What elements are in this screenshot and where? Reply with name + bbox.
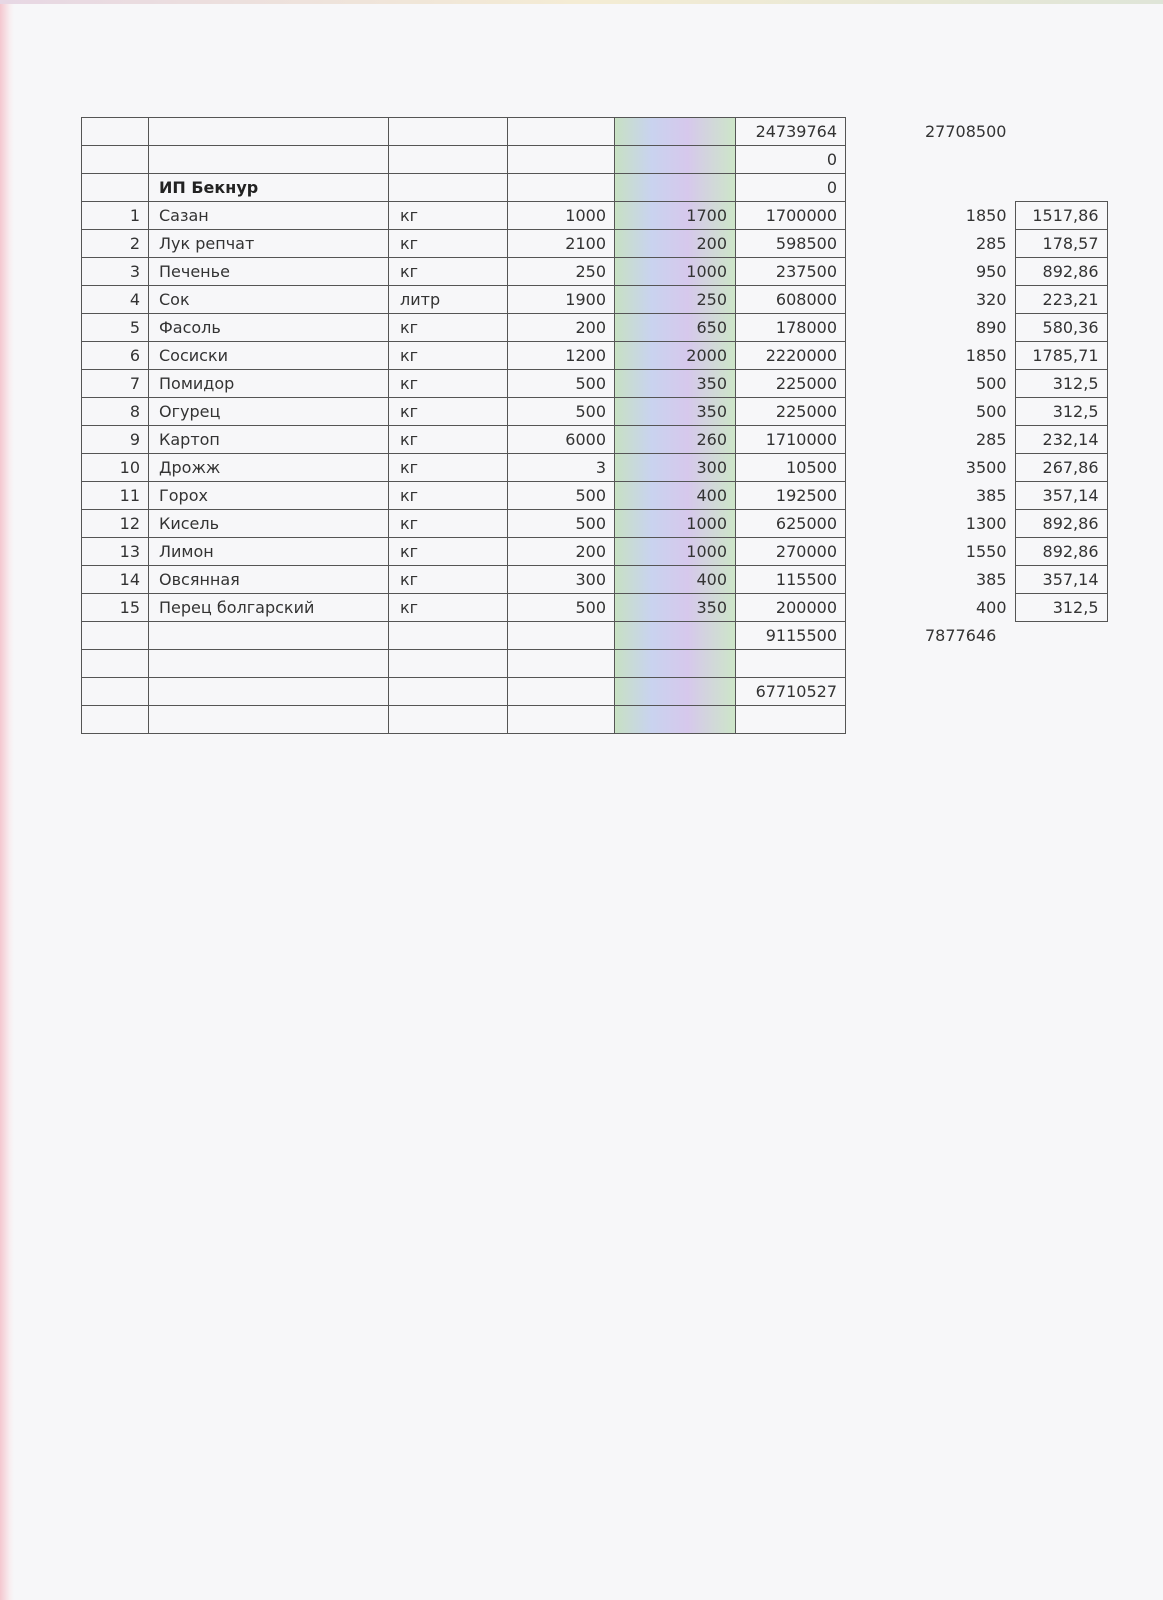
side-empty xyxy=(925,705,1015,733)
item-row xyxy=(82,202,846,230)
item-name: Фасоль xyxy=(149,314,389,342)
page-top-edge xyxy=(0,0,1163,4)
footer-row xyxy=(82,650,846,678)
row-number: 5 xyxy=(82,314,149,342)
unit-cost-cell: 1785,71 xyxy=(1015,341,1107,369)
side-row xyxy=(925,117,1107,145)
sum-cell: 625000 xyxy=(736,510,846,538)
price-cell: 350 xyxy=(615,370,736,398)
unit-cell: кг xyxy=(389,314,508,342)
side-empty xyxy=(925,677,1015,705)
item-row xyxy=(82,342,846,370)
quantity-cell: 6000 xyxy=(508,426,615,454)
unit-cost-cell: 178,57 xyxy=(1015,229,1107,257)
item-name: Огурец xyxy=(149,398,389,426)
quantity-cell: 2100 xyxy=(508,230,615,258)
quantity-cell: 200 xyxy=(508,538,615,566)
supplier-name: ИП Бекнур xyxy=(149,174,389,202)
unit-cost-cell: 357,14 xyxy=(1015,481,1107,509)
unit-cell: кг xyxy=(389,202,508,230)
side-empty xyxy=(1015,621,1107,649)
item-name xyxy=(149,118,389,146)
quantity-cell: 1900 xyxy=(508,286,615,314)
quantity-cell: 500 xyxy=(508,398,615,426)
sum-cell: 0 xyxy=(736,174,846,202)
side-top-total: 27708500 xyxy=(925,121,1007,141)
side-bottom-total: 7877646 xyxy=(925,625,997,645)
quantity-cell: 500 xyxy=(508,370,615,398)
sum-cell: 178000 xyxy=(736,314,846,342)
quantity-cell: 200 xyxy=(508,314,615,342)
sum-cell: 10500 xyxy=(736,454,846,482)
side-row xyxy=(925,509,1107,537)
sale-price-cell: 1300 xyxy=(965,513,1007,533)
price-cell: 350 xyxy=(615,398,736,426)
quantity-cell: 300 xyxy=(508,566,615,594)
price-cell xyxy=(615,706,736,734)
row-number xyxy=(82,174,149,202)
item-row xyxy=(82,230,846,258)
item-name: Сазан xyxy=(149,202,389,230)
item-row xyxy=(82,258,846,286)
item-name: Помидор xyxy=(149,370,389,398)
unit-cell xyxy=(389,622,508,650)
side-empty xyxy=(925,145,1015,173)
quantity-cell xyxy=(508,146,615,174)
quantity-cell: 500 xyxy=(508,510,615,538)
row-number xyxy=(82,622,149,650)
item-row xyxy=(82,594,846,622)
row-number xyxy=(82,146,149,174)
side-empty xyxy=(1015,145,1107,173)
unit-cell: кг xyxy=(389,258,508,286)
side-row xyxy=(925,201,1107,229)
price-cell: 400 xyxy=(615,482,736,510)
row-number: 3 xyxy=(82,258,149,286)
side-row xyxy=(925,705,1107,733)
row-number xyxy=(82,650,149,678)
unit-cost-cell: 312,5 xyxy=(1015,397,1107,425)
side-empty xyxy=(925,173,1015,201)
quantity-cell xyxy=(508,650,615,678)
row-number: 7 xyxy=(82,370,149,398)
price-cell: 1700 xyxy=(615,202,736,230)
header-row xyxy=(82,174,846,202)
unit-cost-cell: 312,5 xyxy=(1015,593,1107,621)
sum-cell: 237500 xyxy=(736,258,846,286)
side-row xyxy=(925,229,1107,257)
side-row xyxy=(925,677,1107,705)
total-sum-cell: 9115500 xyxy=(736,622,846,650)
side-row xyxy=(925,453,1107,481)
row-number: 12 xyxy=(82,510,149,538)
side-values-body xyxy=(925,117,1107,733)
sum-cell: 0 xyxy=(736,146,846,174)
item-name: Овсянная xyxy=(149,566,389,594)
price-cell xyxy=(615,622,736,650)
row-number: 6 xyxy=(82,342,149,370)
item-name: Печенье xyxy=(149,258,389,286)
sale-price-cell: 320 xyxy=(975,289,1007,309)
unit-cost-cell: 312,5 xyxy=(1015,369,1107,397)
price-cell xyxy=(615,650,736,678)
unit-cost-cell: 223,21 xyxy=(1015,285,1107,313)
item-name: Лук репчат xyxy=(149,230,389,258)
item-name: Дрожж xyxy=(149,454,389,482)
sale-price-cell: 285 xyxy=(975,429,1007,449)
price-cell xyxy=(615,678,736,706)
side-empty xyxy=(1015,705,1107,733)
unit-cell xyxy=(389,678,508,706)
item-name: Кисель xyxy=(149,510,389,538)
side-row xyxy=(925,145,1107,173)
price-cell xyxy=(615,174,736,202)
row-number xyxy=(82,118,149,146)
quantity-cell xyxy=(508,622,615,650)
unit-cell xyxy=(389,174,508,202)
side-row xyxy=(925,593,1107,621)
sale-price-cell: 500 xyxy=(975,373,1007,393)
item-row xyxy=(82,398,846,426)
sale-price-cell: 400 xyxy=(975,597,1007,617)
footer-row xyxy=(82,622,846,650)
side-row xyxy=(925,565,1107,593)
quantity-cell xyxy=(508,174,615,202)
price-cell: 1000 xyxy=(615,258,736,286)
quantity-cell: 250 xyxy=(508,258,615,286)
goods-table-body xyxy=(82,118,846,734)
footer-row xyxy=(82,678,846,706)
quantity-cell: 3 xyxy=(508,454,615,482)
sum-cell: 608000 xyxy=(736,286,846,314)
sale-price-cell: 950 xyxy=(975,261,1007,281)
sale-price-cell: 1550 xyxy=(965,541,1007,561)
side-row xyxy=(925,173,1107,201)
row-number xyxy=(82,706,149,734)
item-row xyxy=(82,426,846,454)
sale-price-cell: 385 xyxy=(975,485,1007,505)
unit-cell: кг xyxy=(389,482,508,510)
price-cell: 260 xyxy=(615,426,736,454)
row-number: 14 xyxy=(82,566,149,594)
price-cell xyxy=(615,118,736,146)
price-cell: 1000 xyxy=(615,510,736,538)
sale-price-cell: 3500 xyxy=(965,457,1007,477)
unit-cell: кг xyxy=(389,510,508,538)
item-name xyxy=(149,146,389,174)
item-row xyxy=(82,370,846,398)
item-name xyxy=(149,622,389,650)
quantity-cell xyxy=(508,706,615,734)
price-cell: 2000 xyxy=(615,342,736,370)
unit-cost-cell: 357,14 xyxy=(1015,565,1107,593)
item-name: Картоп xyxy=(149,426,389,454)
row-number: 2 xyxy=(82,230,149,258)
sum-cell: 200000 xyxy=(736,594,846,622)
unit-cell: кг xyxy=(389,398,508,426)
item-row xyxy=(82,286,846,314)
item-name: Сосиски xyxy=(149,342,389,370)
sum-cell: 1700000 xyxy=(736,202,846,230)
total-sum-cell: 67710527 xyxy=(736,678,846,706)
side-row xyxy=(925,369,1107,397)
unit-cost-cell: 892,86 xyxy=(1015,509,1107,537)
item-row xyxy=(82,566,846,594)
side-empty xyxy=(1015,173,1107,201)
unit-cost-cell: 580,36 xyxy=(1015,313,1107,341)
unit-cell: кг xyxy=(389,426,508,454)
unit-cell: кг xyxy=(389,230,508,258)
unit-cell: кг xyxy=(389,342,508,370)
unit-cost-cell: 1517,86 xyxy=(1015,201,1107,229)
item-name: Перец болгарский xyxy=(149,594,389,622)
quantity-cell xyxy=(508,118,615,146)
item-row xyxy=(82,510,846,538)
item-row xyxy=(82,482,846,510)
unit-cost-cell: 232,14 xyxy=(1015,425,1107,453)
row-number: 1 xyxy=(82,202,149,230)
price-cell: 200 xyxy=(615,230,736,258)
total-sum-cell xyxy=(736,650,846,678)
item-row xyxy=(82,314,846,342)
item-row xyxy=(82,454,846,482)
side-values-table xyxy=(925,117,1108,733)
quantity-cell: 1200 xyxy=(508,342,615,370)
side-empty xyxy=(1015,117,1107,145)
sale-price-cell: 500 xyxy=(975,401,1007,421)
quantity-cell xyxy=(508,678,615,706)
side-row xyxy=(925,649,1107,677)
price-cell xyxy=(615,146,736,174)
goods-table xyxy=(81,117,846,734)
side-row xyxy=(925,397,1107,425)
footer-row xyxy=(82,706,846,734)
item-name xyxy=(149,706,389,734)
side-row xyxy=(925,285,1107,313)
unit-cell: кг xyxy=(389,594,508,622)
unit-cell: кг xyxy=(389,566,508,594)
price-cell: 650 xyxy=(615,314,736,342)
side-empty xyxy=(1015,677,1107,705)
quantity-cell: 1000 xyxy=(508,202,615,230)
sum-cell: 270000 xyxy=(736,538,846,566)
unit-cell xyxy=(389,118,508,146)
unit-cell: кг xyxy=(389,370,508,398)
item-name xyxy=(149,650,389,678)
sum-cell: 598500 xyxy=(736,230,846,258)
sum-cell: 192500 xyxy=(736,482,846,510)
page-edge-tint xyxy=(0,0,14,1600)
sale-price-cell: 285 xyxy=(975,233,1007,253)
side-row xyxy=(925,425,1107,453)
side-row xyxy=(925,621,1107,649)
unit-cost-cell: 267,86 xyxy=(1015,453,1107,481)
sum-cell: 115500 xyxy=(736,566,846,594)
side-empty xyxy=(1015,649,1107,677)
sum-cell: 225000 xyxy=(736,398,846,426)
sum-cell: 225000 xyxy=(736,370,846,398)
item-name: Горох xyxy=(149,482,389,510)
side-row xyxy=(925,313,1107,341)
row-number: 10 xyxy=(82,454,149,482)
item-name xyxy=(149,678,389,706)
side-row xyxy=(925,537,1107,565)
row-number xyxy=(82,678,149,706)
row-number: 4 xyxy=(82,286,149,314)
quantity-cell: 500 xyxy=(508,594,615,622)
header-row xyxy=(82,146,846,174)
price-cell: 1000 xyxy=(615,538,736,566)
unit-cell xyxy=(389,146,508,174)
unit-cost-cell: 892,86 xyxy=(1015,257,1107,285)
unit-cost-cell: 892,86 xyxy=(1015,537,1107,565)
unit-cell xyxy=(389,650,508,678)
item-name: Лимон xyxy=(149,538,389,566)
side-row xyxy=(925,481,1107,509)
sale-price-cell: 1850 xyxy=(965,205,1007,225)
row-number: 13 xyxy=(82,538,149,566)
unit-cell: кг xyxy=(389,454,508,482)
item-name: Сок xyxy=(149,286,389,314)
sale-price-cell: 385 xyxy=(975,569,1007,589)
side-empty xyxy=(925,649,1015,677)
quantity-cell: 500 xyxy=(508,482,615,510)
unit-cell xyxy=(389,706,508,734)
row-number: 8 xyxy=(82,398,149,426)
price-cell: 300 xyxy=(615,454,736,482)
sum-cell: 1710000 xyxy=(736,426,846,454)
item-row xyxy=(82,538,846,566)
sale-price-cell: 1850 xyxy=(965,345,1007,365)
price-cell: 250 xyxy=(615,286,736,314)
unit-cell: литр xyxy=(389,286,508,314)
row-number: 15 xyxy=(82,594,149,622)
side-row xyxy=(925,341,1107,369)
row-number: 11 xyxy=(82,482,149,510)
price-cell: 400 xyxy=(615,566,736,594)
total-sum-cell xyxy=(736,706,846,734)
header-row xyxy=(82,118,846,146)
sale-price-cell: 890 xyxy=(975,317,1007,337)
side-row xyxy=(925,257,1107,285)
price-cell: 350 xyxy=(615,594,736,622)
sum-cell: 24739764 xyxy=(736,118,846,146)
row-number: 9 xyxy=(82,426,149,454)
sum-cell: 2220000 xyxy=(736,342,846,370)
unit-cell: кг xyxy=(389,538,508,566)
